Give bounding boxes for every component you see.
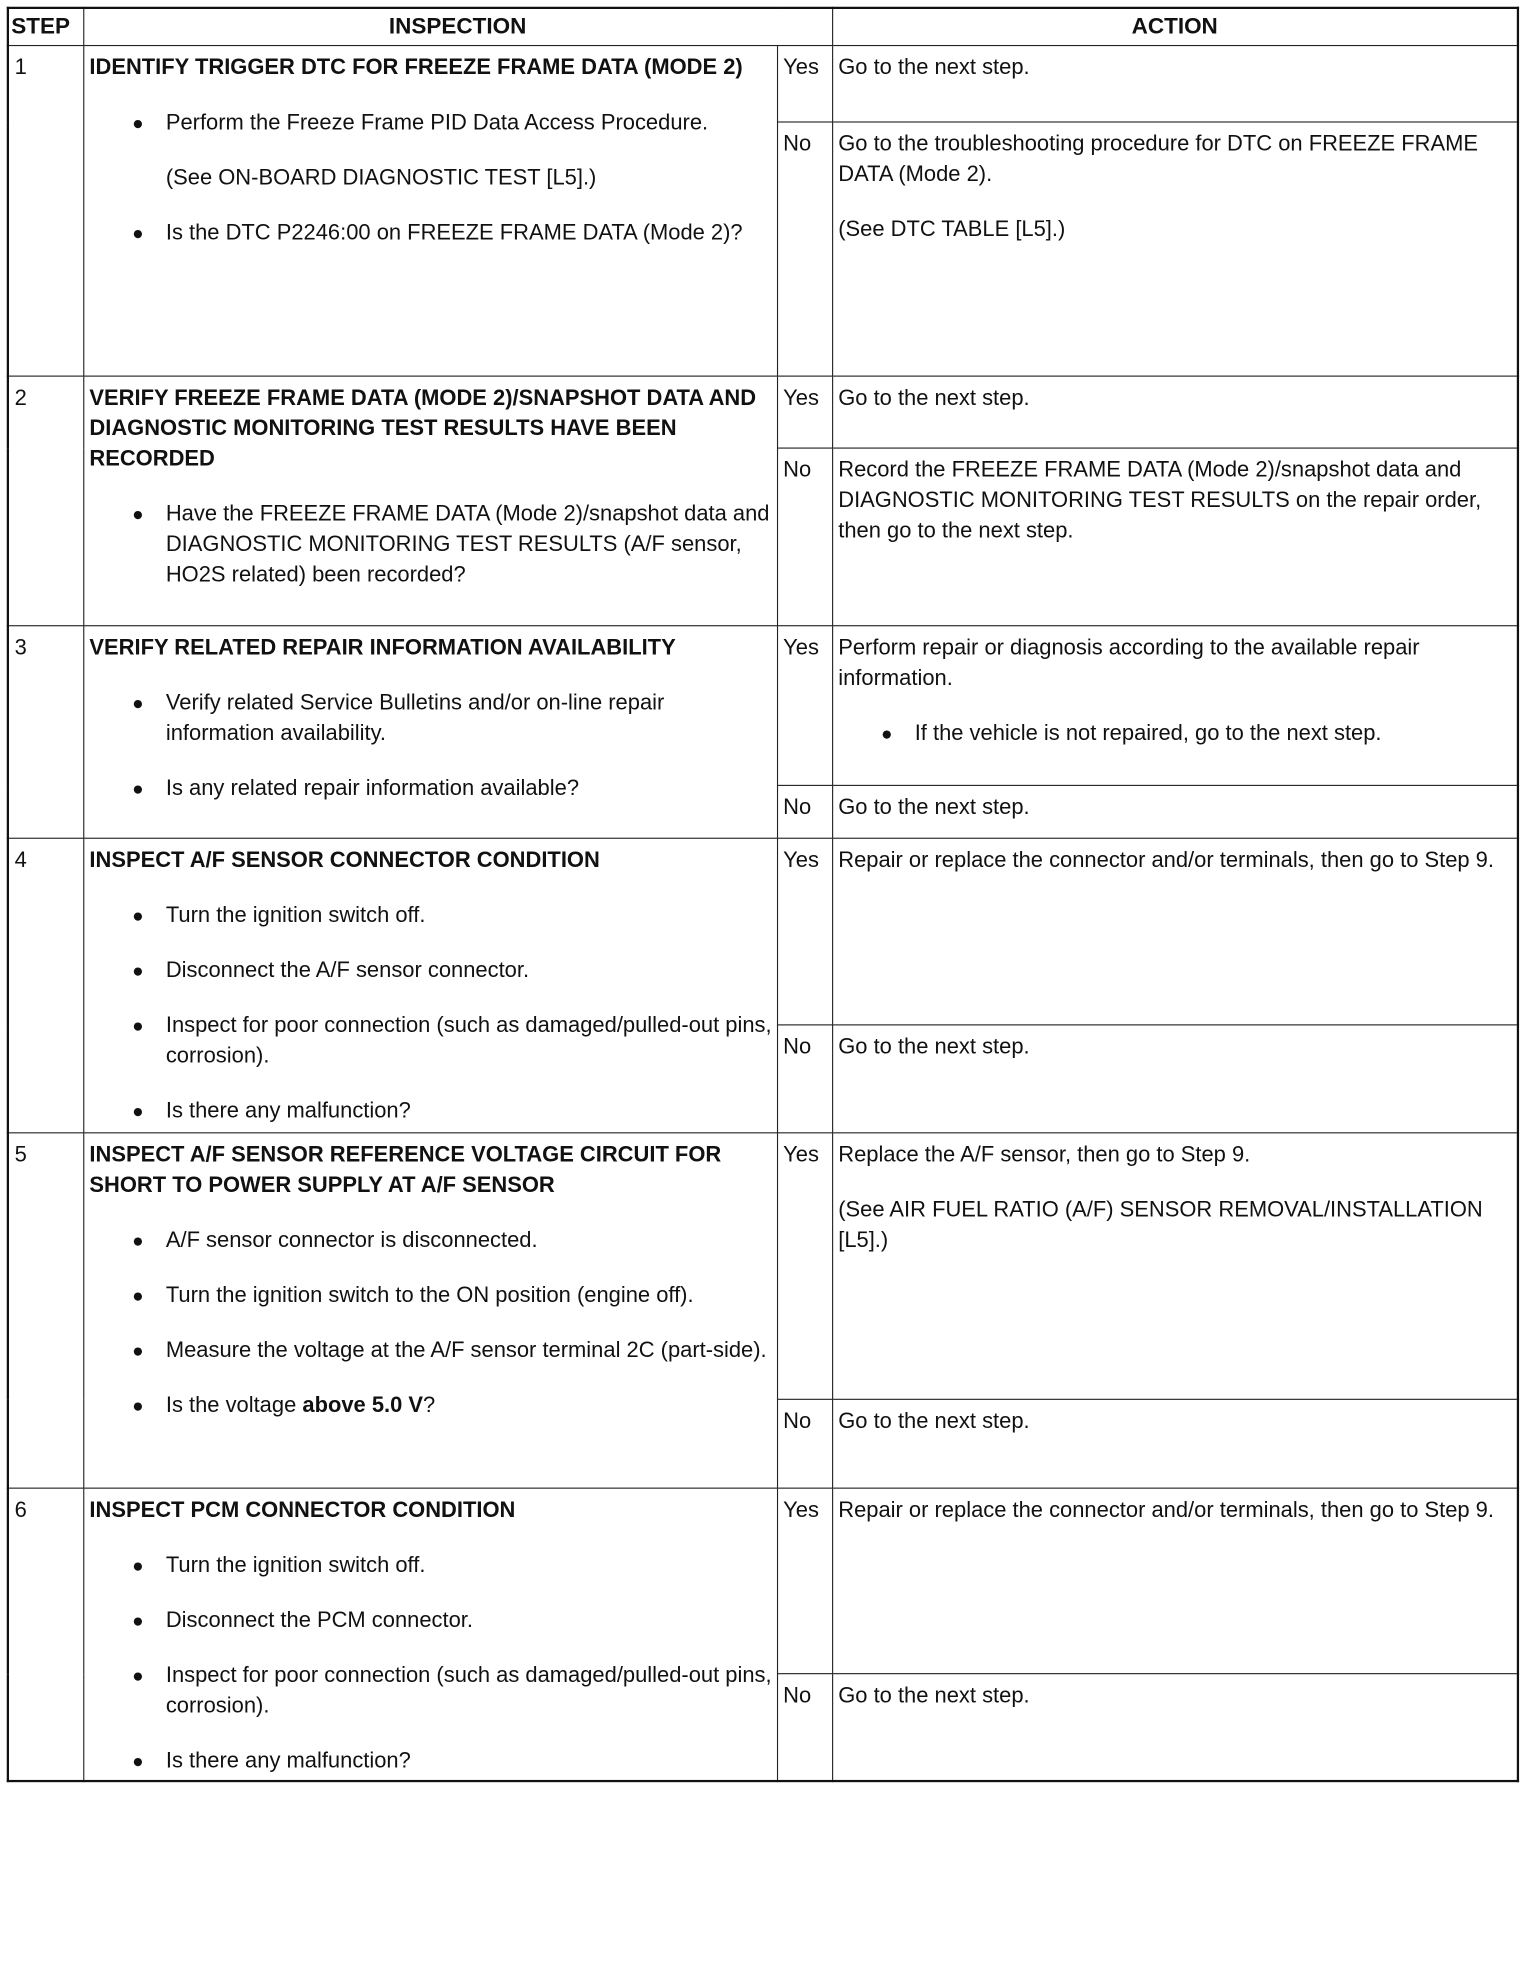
list-item — [89, 1096, 772, 1126]
no-label: No — [777, 1399, 832, 1488]
reference-text: (See AIR FUEL RATIO (A/F) SENSOR REMOVAL/INSTALLATION [L5].) — [838, 1197, 1483, 1253]
no-label: No — [777, 122, 832, 376]
list-item-text: Turn the ignition switch off. — [165, 902, 426, 928]
no-label: No — [777, 1674, 832, 1781]
list-item-text: Is there any malfunction? — [165, 1098, 411, 1124]
list-item-text: Inspect for poor connection (such as damaged/pulled-out pins, corrosion). — [165, 1013, 772, 1069]
inspection-title: INSPECT PCM CONNECTOR CONDITION — [89, 1497, 516, 1523]
list-item — [89, 218, 772, 248]
table-row-step-4 — [8, 838, 1518, 1025]
inspection-cell — [83, 376, 777, 626]
action-no: Go to the troubleshooting procedure for DTC on FREEZE FRAME DATA (Mode 2). — [838, 131, 1479, 187]
action-no: Record the FREEZE FRAME DATA (Mode 2)/snapshot data and DIAGNOSTIC MONITORING TEST RESULTS on the repair order, then go to the next step. — [832, 448, 1518, 626]
action-yes-cell — [832, 626, 1518, 786]
inspection-title: VERIFY RELATED REPAIR INFORMATION AVAILABILITY — [89, 635, 676, 661]
action-yes: Go to the next step. — [832, 376, 1518, 448]
inspection-list — [89, 108, 772, 138]
list-item-text: Turn the ignition switch off. — [165, 1552, 426, 1578]
list-item — [89, 1336, 772, 1366]
list-item — [89, 499, 772, 590]
inspection-cell — [83, 838, 777, 1133]
inspection-cell — [83, 1488, 777, 1781]
list-item-text: Perform the Freeze Frame PID Data Access Procedure. — [165, 110, 709, 135]
step-number: 5 — [8, 1133, 83, 1488]
list-item — [89, 1661, 772, 1722]
step-number: 1 — [8, 46, 83, 377]
table-row-step-5 — [8, 1133, 1518, 1399]
inspection-cell — [83, 1133, 777, 1488]
yes-label: Yes — [777, 1488, 832, 1674]
yes-label: Yes — [777, 46, 832, 122]
inspection-list — [89, 1226, 772, 1422]
step-number: 6 — [8, 1488, 83, 1781]
inspection-list — [89, 499, 772, 590]
step-number: 4 — [8, 838, 83, 1133]
action-yes: Go to the next step. — [832, 46, 1518, 122]
list-item — [89, 774, 772, 804]
list-item — [89, 1281, 772, 1311]
list-item — [89, 901, 772, 931]
inspection-list — [89, 688, 772, 804]
inspection-cell — [83, 626, 777, 839]
action-no: Go to the next step. — [832, 785, 1518, 838]
step-number: 2 — [8, 376, 83, 626]
list-item — [89, 1011, 772, 1072]
diagnostic-table — [7, 7, 1519, 1782]
inspection-list — [89, 1551, 772, 1777]
action-no: Go to the next step. — [832, 1025, 1518, 1133]
inspection-cell — [83, 46, 777, 377]
list-item — [89, 688, 772, 749]
action-no-cell — [832, 122, 1518, 376]
action-yes: Repair or replace the connector and/or terminals, then go to Step 9. — [832, 838, 1518, 1025]
list-item — [89, 956, 772, 986]
table-header-row — [8, 8, 1518, 46]
inspection-title: VERIFY FREEZE FRAME DATA (MODE 2)/SNAPSHOT DATA AND DIAGNOSTIC MONITORING TEST RESULTS HAVE BEEN RECORDED — [89, 385, 757, 472]
inspection-list — [89, 218, 772, 248]
table-row-step-6 — [8, 1488, 1518, 1674]
list-item-text: Have the FREEZE FRAME DATA (Mode 2)/snapshot data and DIAGNOSTIC MONITORING TEST RESULTS (A/F sensor, HO2S related) been recorded? — [165, 501, 770, 587]
no-label: No — [777, 785, 832, 838]
list-item-text: Inspect for poor connection (such as damaged/pulled-out pins, corrosion). — [165, 1662, 772, 1719]
list-item-text: Disconnect the PCM connector. — [165, 1607, 473, 1633]
inspection-list — [89, 901, 772, 1127]
yes-label: Yes — [777, 838, 832, 1025]
reference-text: (See DTC TABLE [L5].) — [838, 217, 1066, 242]
action-no: Go to the next step. — [832, 1674, 1518, 1781]
list-item-text: Is there any malfunction? — [165, 1748, 411, 1774]
list-item — [89, 1391, 772, 1421]
list-item — [89, 1746, 772, 1776]
table-row-step-1 — [8, 46, 1518, 122]
list-item — [89, 108, 772, 138]
yes-label: Yes — [777, 626, 832, 786]
header-inspection: INSPECTION — [83, 8, 832, 46]
list-item-text: Measure the voltage at the A/F sensor terminal 2C (part-side). — [165, 1338, 767, 1363]
yes-label: Yes — [777, 1133, 832, 1399]
header-step: STEP — [8, 8, 83, 46]
list-item-text: Disconnect the A/F sensor connector. — [165, 957, 530, 983]
list-item — [89, 1551, 772, 1581]
list-item-text: Is the DTC P2246:00 on FREEZE FRAME DATA (Mode 2)? — [165, 220, 743, 246]
list-item-text: Verify related Service Bulletins and/or on-line repair information availability. — [165, 690, 665, 746]
list-item-text: Turn the ignition switch to the ON position (engine off). — [165, 1282, 694, 1308]
action-yes: Repair or replace the connector and/or terminals, then go to Step 9. — [832, 1488, 1518, 1674]
list-item-text: A/F sensor connector is disconnected. — [165, 1227, 538, 1253]
list-item — [89, 1226, 772, 1256]
table-row-step-3 — [8, 626, 1518, 786]
action-no: Go to the next step. — [832, 1399, 1518, 1488]
list-item — [89, 1606, 772, 1636]
no-label: No — [777, 1025, 832, 1133]
reference-text: (See ON-BOARD DIAGNOSTIC TEST [L5].) — [165, 165, 597, 191]
action-yes: Replace the A/F sensor, then go to Step 9. — [838, 1142, 1251, 1168]
list-item-text-post: ? — [423, 1393, 436, 1418]
step-number: 3 — [8, 626, 83, 839]
list-item-text-pre: Is the voltage — [165, 1393, 303, 1418]
yes-label: Yes — [777, 376, 832, 448]
list-item-text-bold: above 5.0 V — [302, 1393, 424, 1418]
list-item: ● If the vehicle is not repaired, go to the next step. — [838, 718, 1512, 748]
action-yes: Perform repair or diagnosis according to the available repair information. — [838, 635, 1420, 691]
inspection-title: INSPECT A/F SENSOR REFERENCE VOLTAGE CIRCUIT FOR SHORT TO POWER SUPPLY AT A/F SENSOR — [89, 1142, 722, 1198]
inspection-title: INSPECT A/F SENSOR CONNECTOR CONDITION — [89, 847, 600, 873]
action-yes-cell — [832, 1133, 1518, 1399]
no-label: No — [777, 448, 832, 626]
header-action: ACTION — [832, 8, 1518, 46]
table-row-step-2 — [8, 376, 1518, 448]
inspection-title: IDENTIFY TRIGGER DTC FOR FREEZE FRAME DATA (MODE 2) — [89, 55, 743, 80]
list-item-text: Is any related repair information available? — [165, 775, 580, 801]
